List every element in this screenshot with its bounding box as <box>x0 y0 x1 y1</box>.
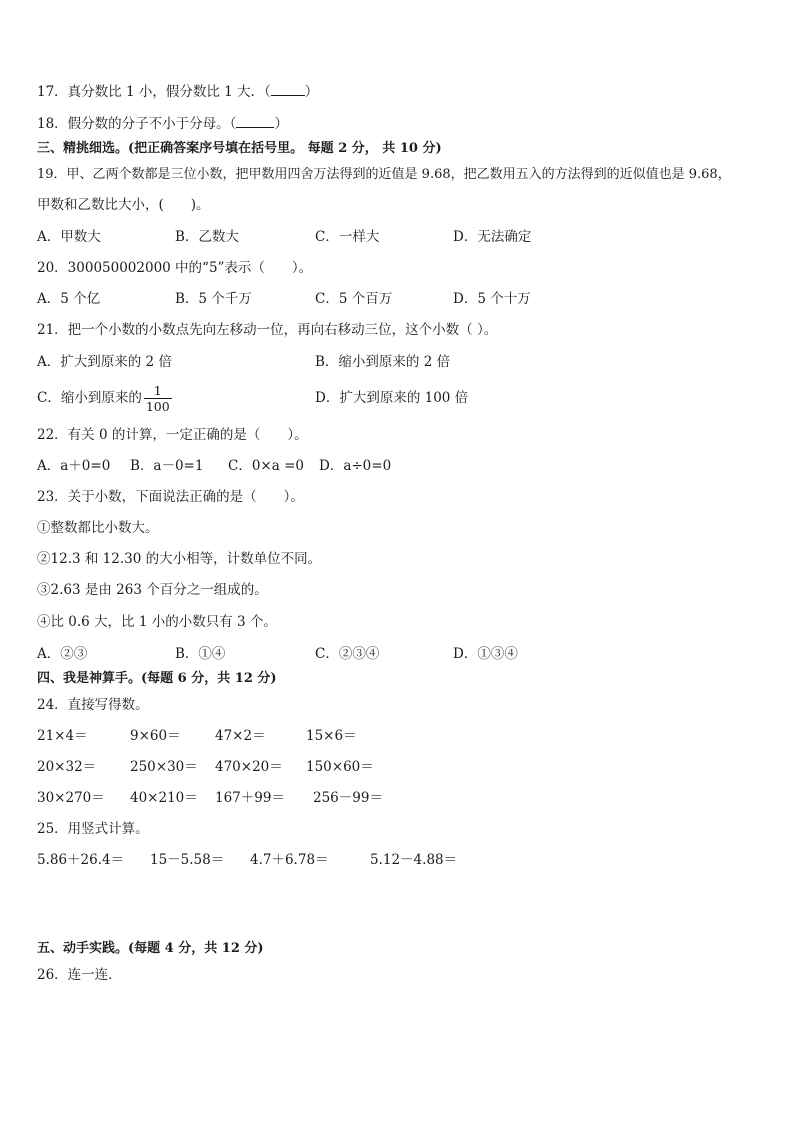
q24-item: 9×60＝ <box>130 728 181 744</box>
section-4-heading: 四、我是神算手。(每题 6 分，共 12 分) <box>37 671 277 686</box>
q23-statement-2: ②12.3 和 12.30 的大小相等，计数单位不同。 <box>37 551 322 567</box>
q22-option-c[interactable]: C．0×a =0 <box>228 458 304 474</box>
q24-item: 20×32＝ <box>37 759 97 775</box>
question-22: 22．有关 0 的计算，一定正确的是（ ）。 <box>37 427 308 443</box>
q24-item: 250×30＝ <box>130 759 198 775</box>
question-21: 21．把一个小数的小数点先向左移动一位，再向右移动三位，这个小数（ ）。 <box>37 322 498 338</box>
answer-blank-17[interactable] <box>271 82 305 96</box>
q25-item: 5.12－4.88＝ <box>370 852 458 868</box>
q23-statement-4: ④比 0.6 大，比 1 小的小数只有 3 个。 <box>37 614 277 630</box>
q24-item: 167＋99＝ <box>215 790 285 806</box>
q21-option-a[interactable]: A．扩大到原来的 2 倍 <box>37 354 172 370</box>
q25-item: 15－5.58＝ <box>150 852 225 868</box>
q19-option-d[interactable]: D．无法确定 <box>453 229 532 245</box>
question-23: 23．关于小数，下面说法正确的是（ ）。 <box>37 489 304 505</box>
q22-option-a[interactable]: A．a＋0=0 <box>37 458 111 474</box>
question-25: 25．用竖式计算。 <box>37 821 149 837</box>
q23-statement-3: ③2.63 是由 263 个百分之一组成的。 <box>37 582 268 598</box>
q24-item: 256－99＝ <box>313 790 383 806</box>
q21-option-c[interactable]: C．缩小到原来的 $\frac{1}{100}$ <box>37 383 170 414</box>
q24-item: 40×210＝ <box>130 790 198 806</box>
q21-option-d[interactable]: D．扩大到原来的 100 倍 <box>315 390 469 406</box>
q24-item: 47×2＝ <box>215 728 266 744</box>
q22-option-b[interactable]: B．a－0=1 <box>130 458 204 474</box>
q24-item: 15×6＝ <box>306 728 357 744</box>
q25-item: 4.7＋6.78＝ <box>250 852 329 868</box>
q20-option-a[interactable]: A．5 个亿 <box>37 291 101 307</box>
fraction-one-hundredth: $\frac{1}{100}$ <box>145 383 170 414</box>
q20-option-b[interactable]: B．5 个千万 <box>175 291 252 307</box>
q19-option-c[interactable]: C．一样大 <box>315 229 380 245</box>
q19-option-a[interactable]: A．甲数大 <box>37 229 101 245</box>
question-24: 24．直接写得数。 <box>37 697 149 713</box>
q25-item: 5.86＋26.4＝ <box>37 852 125 868</box>
answer-blank-18[interactable] <box>236 114 274 128</box>
q23-option-c[interactable]: C．②③④ <box>315 646 380 662</box>
q23-option-a[interactable]: A．②③ <box>37 646 88 662</box>
question-17: 17．真分数比 1 小，假分数比 1 大．（ ） <box>37 84 319 100</box>
q23-statement-1: ①整数都比小数大。 <box>37 520 159 536</box>
q20-option-d[interactable]: D．5 个十万 <box>453 291 531 307</box>
q22-option-d[interactable]: D．a÷0=0 <box>319 458 392 474</box>
q23-option-d[interactable]: D．①③④ <box>453 646 518 662</box>
question-18: 18．假分数的分子不小于分母。（ ） <box>37 116 288 132</box>
q24-item: 470×20＝ <box>215 759 283 775</box>
question-20: 20．300050002000 中的“5”表示（ ）。 <box>37 260 313 276</box>
section-3-heading: 三、精挑细选。(把正确答案序号填在括号里。 每题 2 分， 共 10 分) <box>37 141 442 156</box>
q23-option-b[interactable]: B．①④ <box>175 646 226 662</box>
question-26: 26．连一连． <box>37 967 122 983</box>
q24-item: 30×270＝ <box>37 790 105 806</box>
q21-option-b[interactable]: B．缩小到原来的 2 倍 <box>315 354 451 370</box>
q20-option-c[interactable]: C．5 个百万 <box>315 291 393 307</box>
q24-item: 150×60＝ <box>306 759 374 775</box>
section-5-heading: 五、动手实践。(每题 4 分，共 12 分) <box>37 941 264 956</box>
question-19-line1: 19．甲、乙两个数都是三位小数，把甲数用四舍万法得到的近值是 9.68，把乙数用五入的方法得到的近似值也是 9.68， <box>37 167 731 182</box>
question-19-line2: 甲数和乙数比大小，( )。 <box>37 197 210 213</box>
q19-option-b[interactable]: B．乙数大 <box>175 229 239 245</box>
q24-item: 21×4＝ <box>37 728 88 744</box>
